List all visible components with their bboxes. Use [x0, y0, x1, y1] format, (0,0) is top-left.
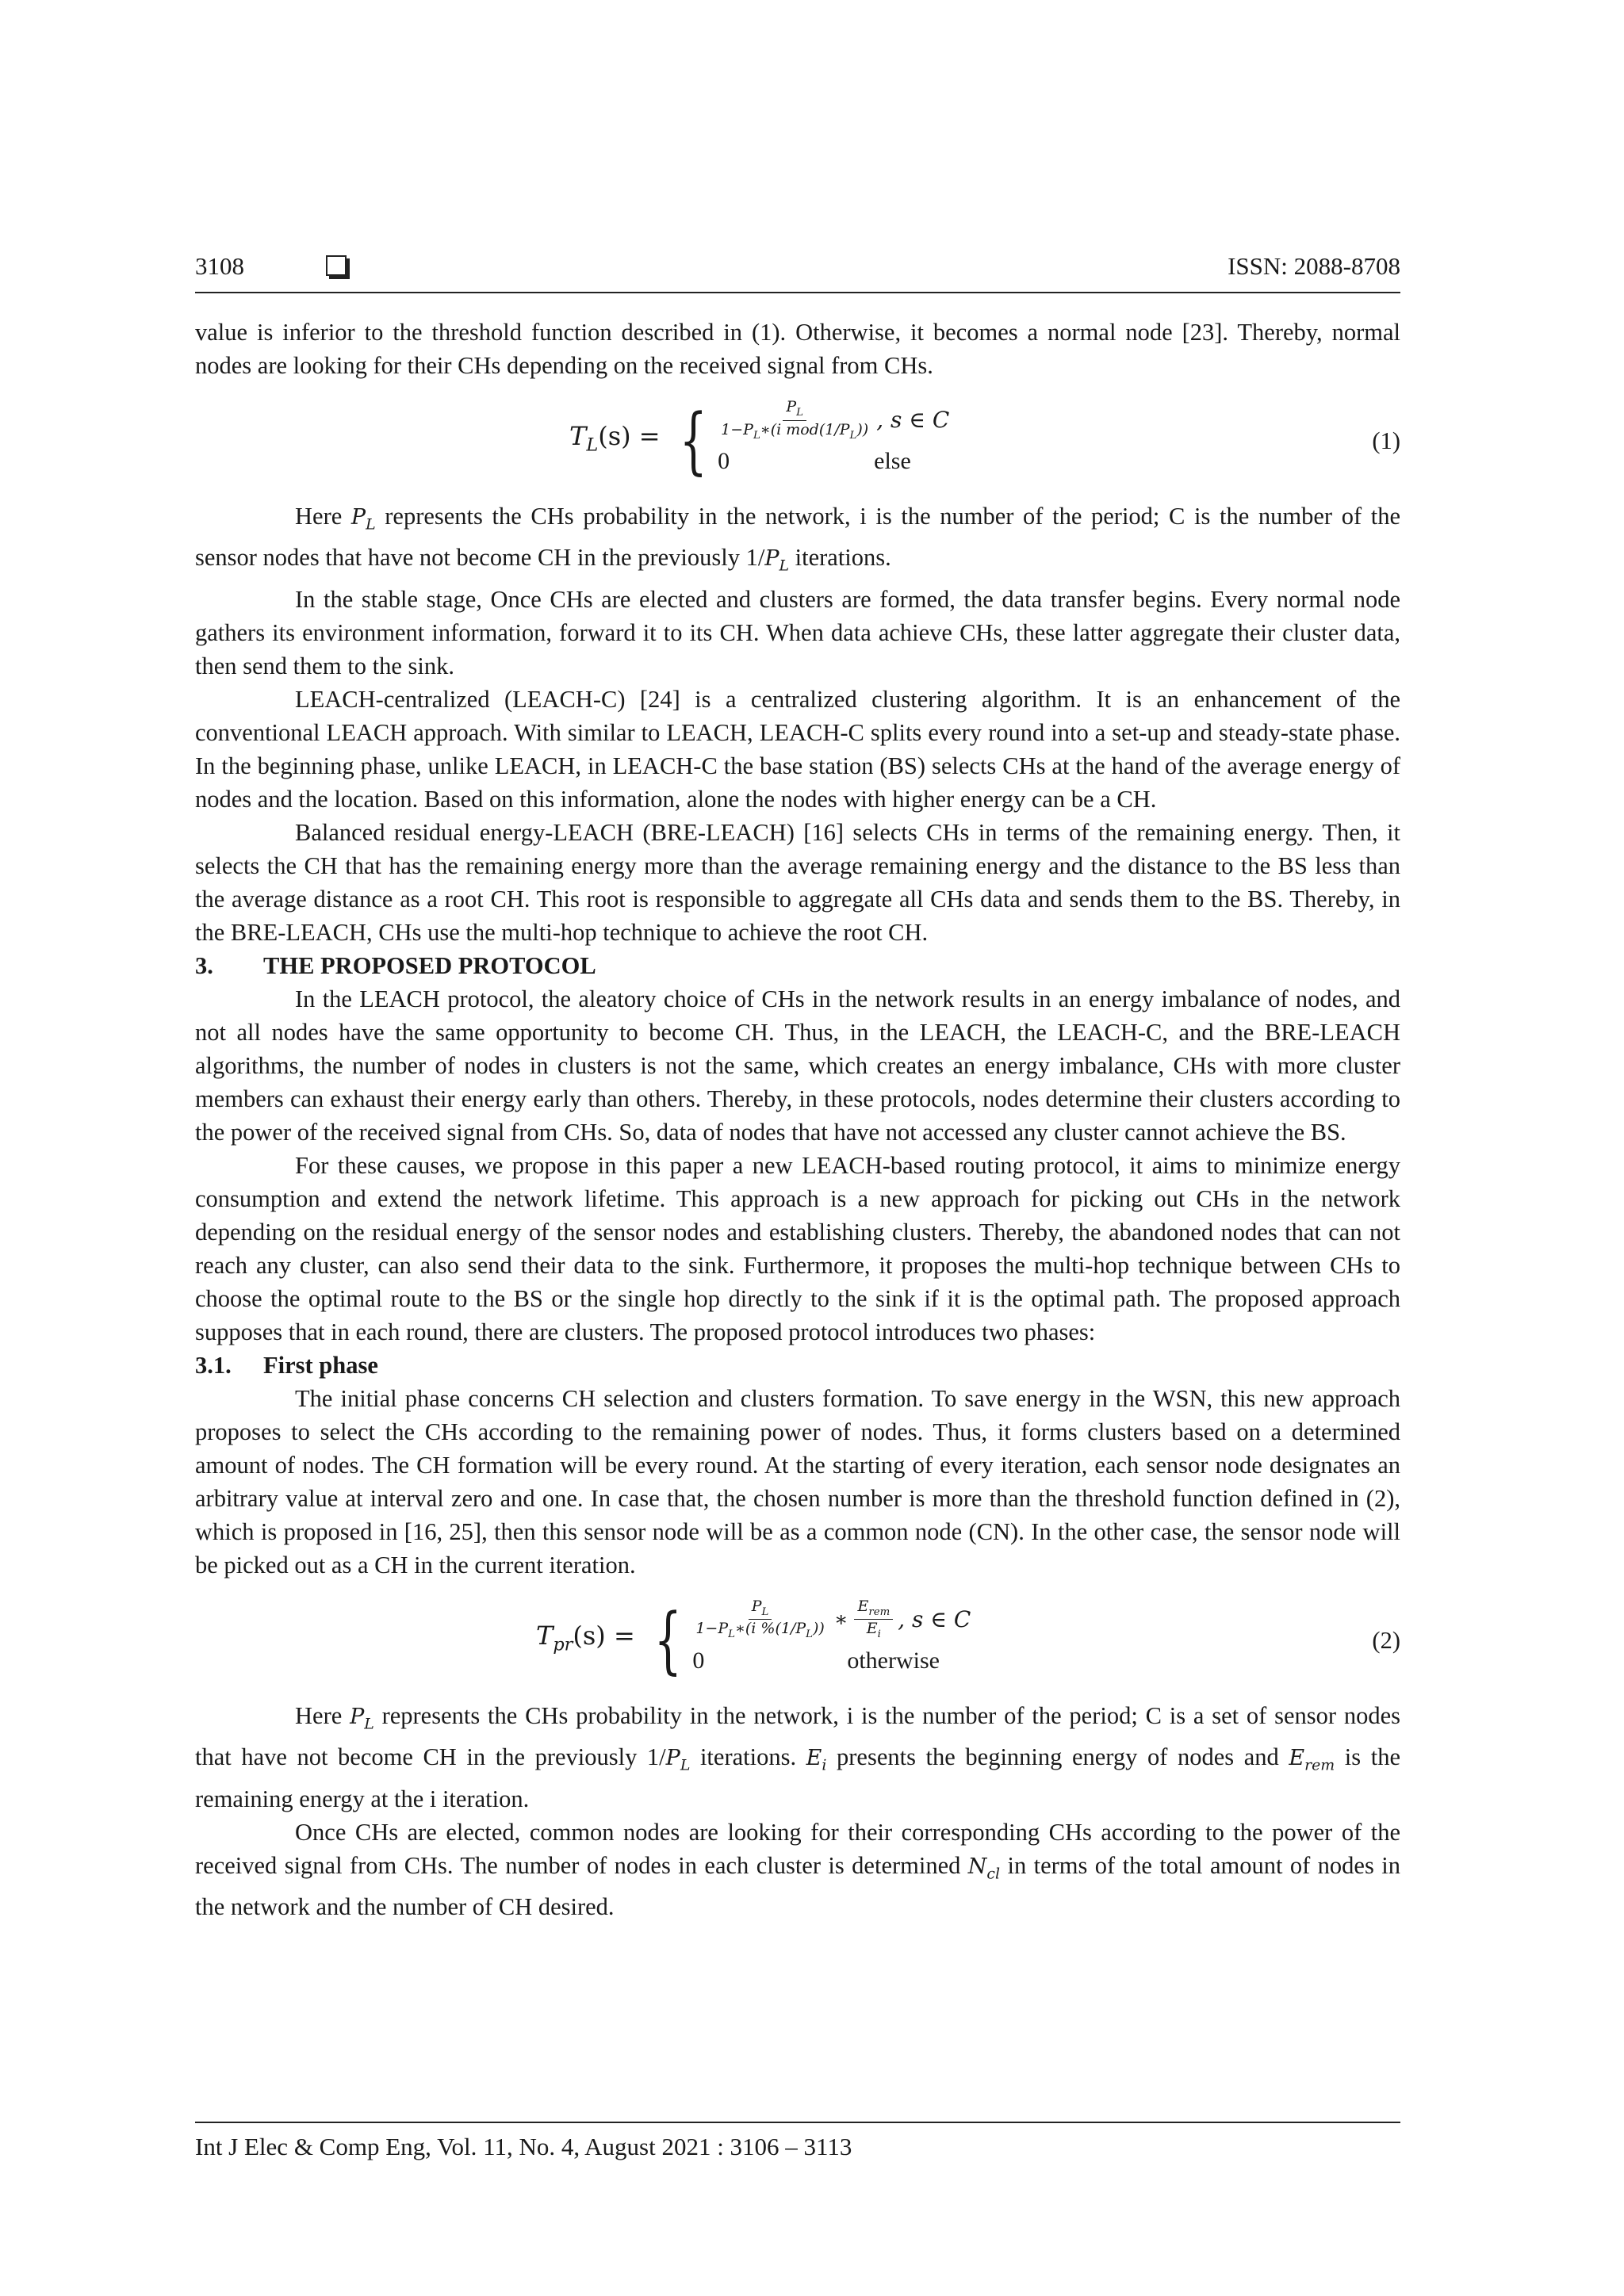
equation-lhs: $T_L(s)$ = [569, 421, 661, 456]
paragraph: The initial phase concerns CH selection and clusters formation. To save energy in the WSN, this new approach proposes to select the CHs according to the remaining power of nodes. Thus, it forms clusters based on a determined amount of nodes. The CH formation will be every round. At the starting of every iteration, each sensor node designates an arbitrary value at interval zero and one. In case that, the chosen number is more than the threshold function defined in (2), which is proposed in [16, 25], then this sensor node will be as a common node (CN). In the other case, the sensor node will be picked out as a CH in the current iteration. [195, 1384, 1400, 1578]
paragraph: Here $P_L$ represents the CHs probability in the network, i is the number of the period; C is the number of the sensor nodes that have not become CH in the previously $1/P_L$ iterations. [195, 503, 1400, 575]
paragraph: Here $P_L$ represents the CHs probability in the network, i is the number of the period; C is a set of sensor nodes that have not become CH in the previously $1/P_L$ iterations. $E_i$ presents the beginning energy of nodes and $E_{rem}$ is the remaining energy at the i iteration. [195, 1701, 1400, 1812]
page-number: 3108 [195, 252, 244, 280]
subsection-heading: 3.1. First phase [195, 1351, 378, 1379]
equation-1 [195, 400, 1400, 482]
section-heading: 3. THE PROPOSED PROTOCOL [195, 951, 596, 979]
fraction: $\frac{P_L}{1-P_L∗(i \%(1/P_L))}$ [695, 1598, 825, 1641]
paragraph: In the stable stage, Once CHs are elected and clusters are formed, the data transfer begins. Every normal node gathers its environment information, forward it to its CH. When data achieve CHs, these latter aggregate their cluster data, then send them to the sink. [195, 585, 1400, 679]
equation-2 [195, 1599, 1400, 1682]
footer-rule [195, 2122, 1400, 2123]
paragraph: For these causes, we propose in this paper a new LEACH-based routing protocol, it aims to minimize energy consumption and extend the network lifetime. This approach is a new approach for picking out CHs in the network depending on the residual energy of the sensor nodes and establishing clusters. Thereby, the abandoned nodes that can not reach any cluster, can also send their data to the sink. Furthermore, it proposes the multi-hop technique between CHs to choose the optimal route to the BS or the single hop directly to the sink if it is the optimal path. The proposed approach supposes that in each round, there are clusters. The proposed protocol introduces two phases: [195, 1151, 1400, 1345]
box-icon [326, 255, 347, 276]
paragraph: In the LEACH protocol, the aleatory choice of CHs in the network results in an energy imbalance of nodes, and not all nodes have the same opportunity to become CH. Thus, in the LEACH, the LEACH-C, and the BRE-LEACH algorithms, the number of nodes in clusters is not the same, which creates an energy imbalance, CHs with more cluster members can exhaust their energy early than others. Thereby, in these protocols, nodes determine their clusters according to the power of the received signal from CHs. So, data of nodes that have not accessed any cluster cannot achieve the BS. [195, 985, 1400, 1146]
equation-cases: $\frac{P_L}{1-P_L∗(i \%(1/P_L))}$ ∗ $\frac{E_{rem}}{E_i}$ , s ∈ C 0 otherwise [692, 1598, 971, 1674]
fraction: $\frac{P_L}{1-P_L∗(i mod(1/P_L))}$ [721, 398, 869, 442]
fraction: $\frac{E_{rem}}{E_i}$ [854, 1599, 893, 1640]
issn: ISSN: 2088-8708 [1228, 252, 1400, 280]
equation-number: (2) [1372, 1626, 1400, 1654]
equation-lhs: $T_{pr}(s)$ = [536, 1621, 635, 1655]
paragraph: LEACH-centralized (LEACH-C) [24] is a centralized clustering algorithm. It is an enhancement of the conventional LEACH approach. With similar to LEACH, LEACH-C splits every round into a set-up and steady-state phase. In the beginning phase, unlike LEACH, in LEACH-C the base station (BS) selects CHs at the hand of the average energy of nodes and the location. Based on this information, alone the nodes with higher energy can be a CH. [195, 685, 1400, 813]
brace: { [679, 398, 707, 483]
paragraph: Balanced residual energy-LEACH (BRE-LEACH) [16] selects CHs in terms of the remaining energy. Then, it selects the CH that has the remaining energy more than the average remaining energy and the distance to the BS less than the average distance as a root CH. This root is responsible to aggregate all CHs data and sends them to the BS. Thereby, in the BRE-LEACH, CHs use the multi-hop technique to achieve the root CH. [195, 818, 1400, 946]
page-footer: Int J Elec & Comp Eng, Vol. 11, No. 4, August 2021 : 3106 – 3113 [195, 2133, 852, 2160]
page-header [195, 252, 1400, 293]
brace: { [653, 1597, 682, 1682]
paragraph: Once CHs are elected, common nodes are looking for their corresponding CHs according to the power of the received signal from CHs. The number of nodes in each cluster is determined $N_{cl}$ in terms of the total amount of nodes in the network and the number of CH desired. [195, 1818, 1400, 1920]
equation-number: (1) [1372, 427, 1400, 454]
equation-cases: $\frac{P_L}{1-P_L∗(i mod(1/P_L))}$ , s ∈ C 0 else [718, 398, 950, 474]
paragraph: value is inferior to the threshold function described in (1). Otherwise, it becomes a normal node [23]. Thereby, normal nodes are looking for their CHs depending on the received signal from CHs. [195, 319, 1400, 379]
page-body [195, 316, 1400, 1923]
